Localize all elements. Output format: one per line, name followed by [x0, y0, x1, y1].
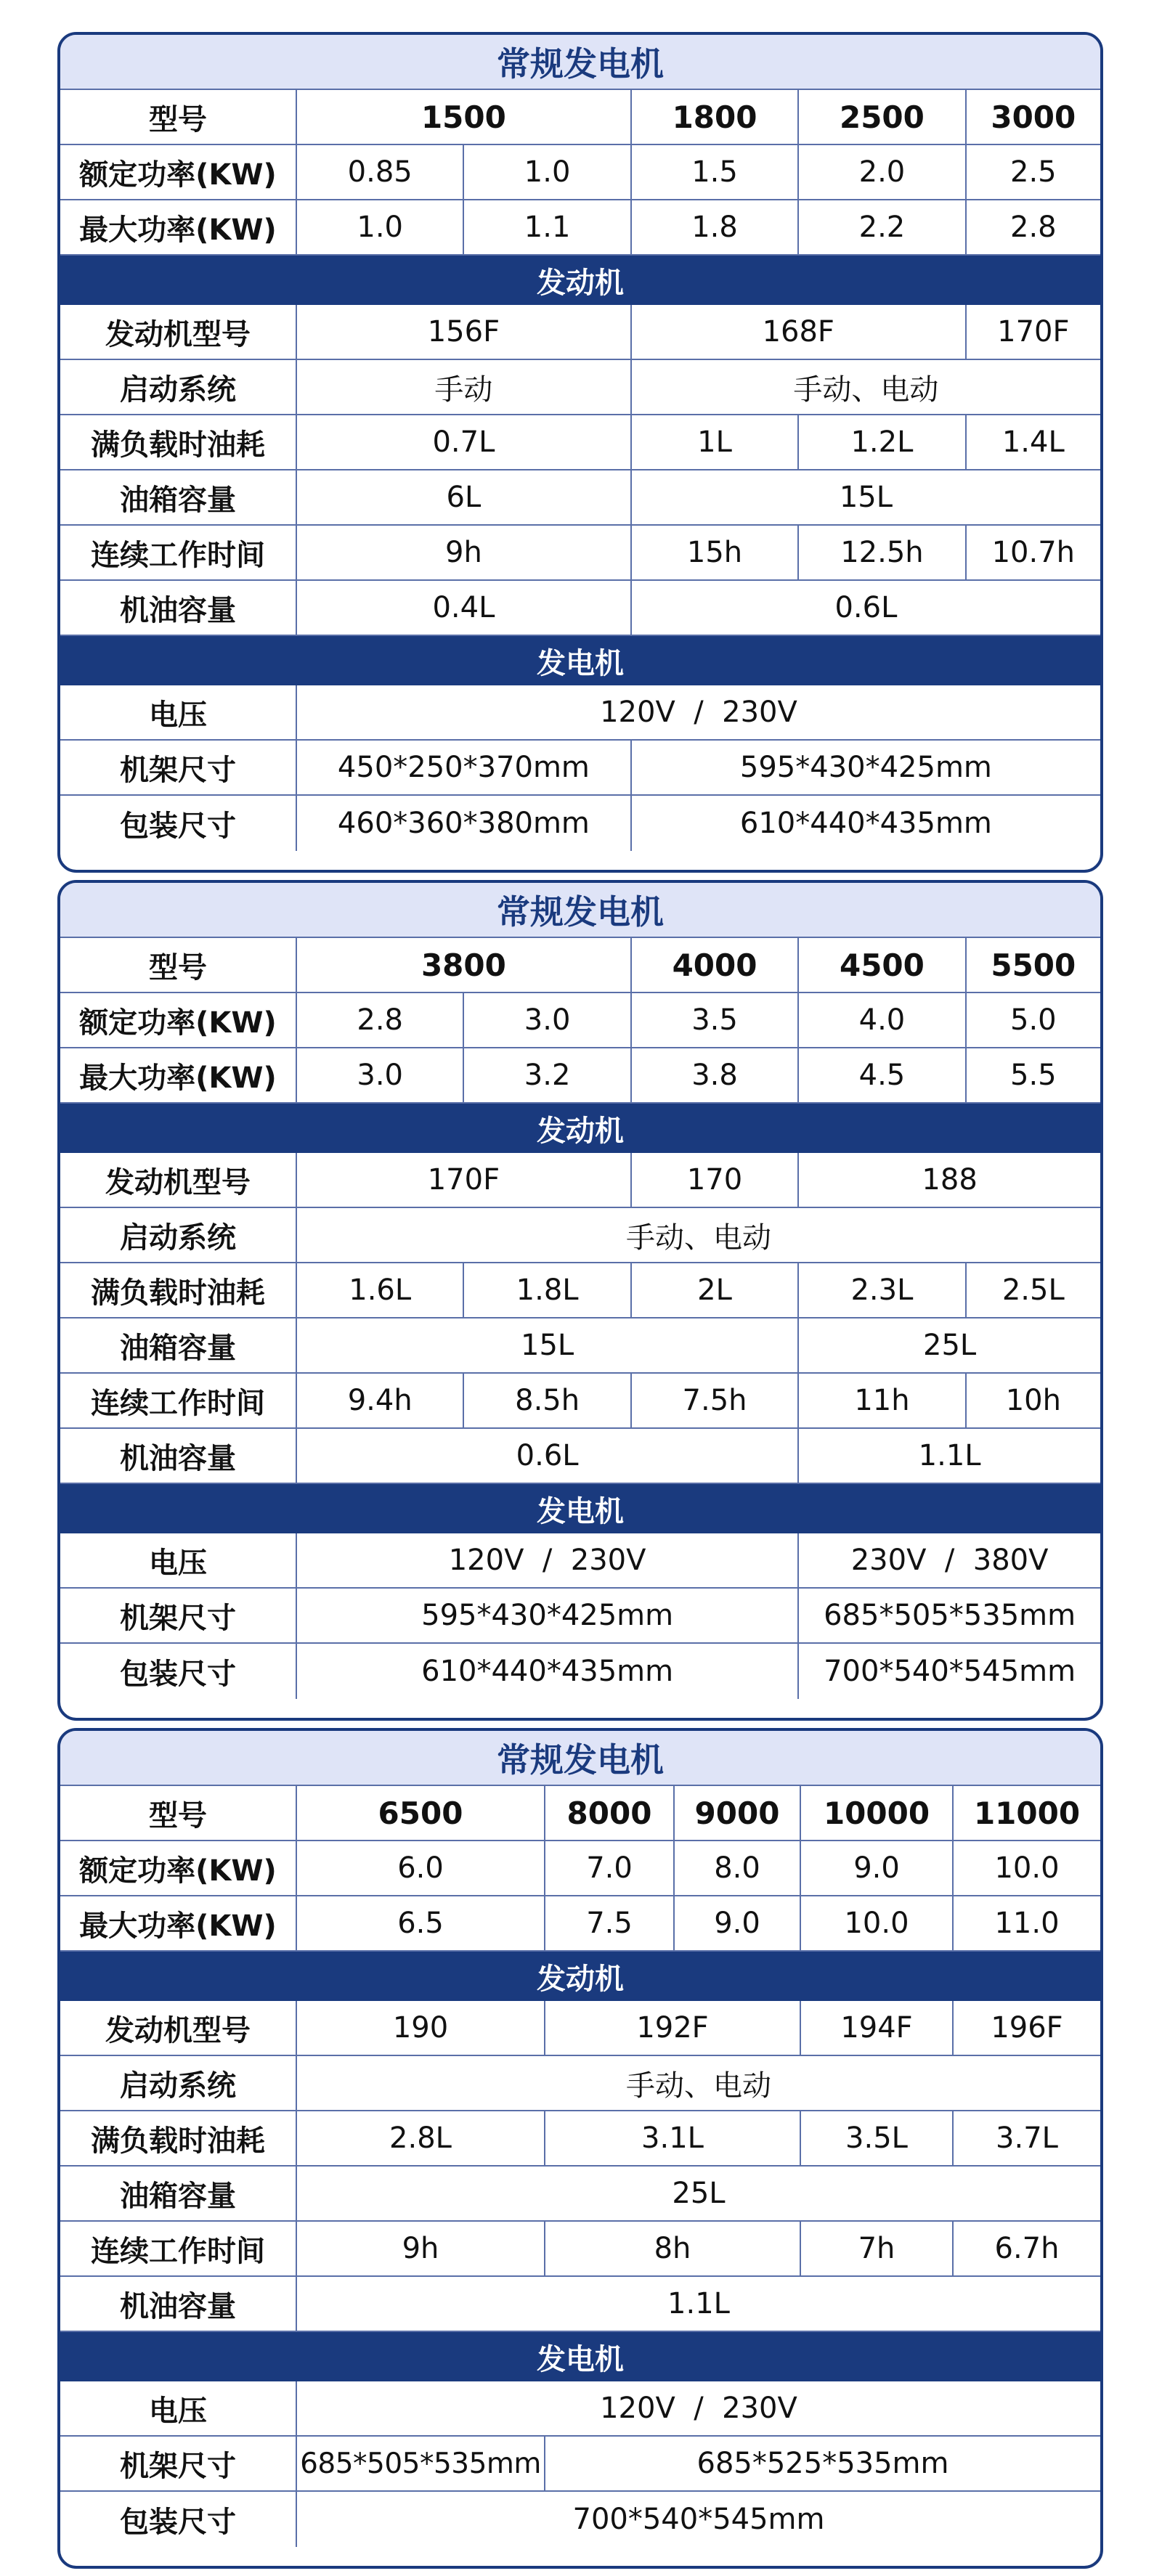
fuel-consumption-value: 2.5L: [967, 1263, 1100, 1318]
engine-model-value: 188: [799, 1153, 1100, 1208]
label-oil-capacity: 机油容量: [60, 2277, 297, 2332]
label-oil-capacity: 机油容量: [60, 1429, 297, 1484]
model-value: 6500: [297, 1786, 545, 1841]
label-engine-model: 发动机型号: [60, 305, 297, 360]
continuous-time-value: 7h: [801, 2222, 954, 2277]
label-package-size: 包装尺寸: [60, 1644, 297, 1699]
label-model: 型号: [60, 938, 297, 993]
label-frame-size: 机架尺寸: [60, 1589, 297, 1644]
label-continuous-time: 连续工作时间: [60, 2222, 297, 2277]
label-model: 型号: [60, 1786, 297, 1841]
tank-capacity-value: 15L: [632, 470, 1100, 526]
engine-model-value: 194F: [801, 2001, 954, 2056]
oil-capacity-value: 1.1L: [297, 2277, 1100, 2332]
label-start-system: 启动系统: [60, 1208, 297, 1263]
engine-model-value: 156F: [297, 305, 632, 360]
max-power-value: 9.0: [675, 1896, 801, 1952]
rated-power-value: 1.0: [464, 145, 631, 200]
model-value: 8000: [545, 1786, 675, 1841]
panel-title: 常规发电机: [60, 35, 1100, 90]
label-tank-capacity: 油箱容量: [60, 1318, 297, 1374]
frame-size-value: 685*505*535mm: [297, 2437, 545, 2492]
continuous-time-value: 15h: [632, 526, 799, 581]
frame-size-value: 685*505*535mm: [799, 1589, 1100, 1644]
fuel-consumption-value: 3.1L: [545, 2111, 801, 2167]
package-size-value: 700*540*545mm: [572, 2503, 825, 2536]
fuel-consumption-value: 2.3L: [799, 1263, 966, 1318]
engine-model-value: 170F: [967, 305, 1100, 360]
label-frame-size: 机架尺寸: [60, 2437, 297, 2492]
label-start-system: 启动系统: [60, 360, 297, 415]
label-package-size: 包装尺寸: [60, 2492, 297, 2547]
rated-power-value: 0.85: [297, 145, 464, 200]
max-power-value: 10.0: [801, 1896, 954, 1952]
max-power-value: 7.5: [545, 1896, 675, 1952]
label-continuous-time: 连续工作时间: [60, 526, 297, 581]
fuel-consumption-value: 3.5L: [801, 2111, 954, 2167]
spec-table: [60, 1786, 1100, 2547]
spec-panel-2: [57, 880, 1103, 1721]
voltage-value: 230V / 380V: [799, 1533, 1100, 1589]
start-system-value: 手动、电动: [297, 2056, 1100, 2111]
start-system-value: 手动、电动: [297, 1208, 1100, 1263]
label-fuel-consumption: 满负载时油耗: [60, 2111, 297, 2167]
label-rated-power: 额定功率(KW): [60, 1841, 297, 1896]
max-power-value: 2.2: [799, 200, 966, 256]
label-tank-capacity: 油箱容量: [60, 2167, 297, 2222]
section-generator-header: 发电机: [60, 636, 1100, 685]
engine-model-value: 192F: [545, 2001, 801, 2056]
model-value: 9000: [675, 1786, 801, 1841]
label-frame-size: 机架尺寸: [60, 741, 297, 796]
frame-size-value: 595*430*425mm: [632, 741, 1100, 796]
max-power-value: 1.8: [632, 200, 799, 256]
spec-panel-3: [57, 1728, 1103, 2569]
fuel-consumption-value: 2.8L: [297, 2111, 545, 2167]
continuous-time-value: 7.5h: [632, 1374, 799, 1429]
max-power-value: 4.5: [799, 1048, 966, 1104]
rated-power-value: 4.0: [799, 993, 966, 1048]
max-power-value: 5.5: [967, 1048, 1100, 1104]
spec-table: [60, 938, 1100, 1699]
panel-title: 常规发电机: [60, 883, 1100, 938]
model-value: 3000: [967, 90, 1100, 145]
fuel-consumption-value: 1.6L: [297, 1263, 464, 1318]
label-max-power: 最大功率(KW): [60, 1896, 297, 1952]
section-engine-header: 发动机: [60, 256, 1100, 305]
rated-power-value: 7.0: [545, 1841, 675, 1896]
model-value: 1800: [632, 90, 799, 145]
label-voltage: 电压: [60, 685, 297, 741]
label-fuel-consumption: 满负载时油耗: [60, 415, 297, 470]
rated-power-value: 6.0: [297, 1841, 545, 1896]
max-power-value: 11.0: [954, 1896, 1100, 1952]
max-power-value: 6.5: [297, 1896, 545, 1952]
label-max-power: 最大功率(KW): [60, 1048, 297, 1104]
label-engine-model: 发动机型号: [60, 1153, 297, 1208]
start-system-value: 手动、电动: [632, 360, 1100, 415]
rated-power-value: 9.0: [801, 1841, 954, 1896]
model-value: 1500: [297, 90, 632, 145]
rated-power-value: 2.5: [967, 145, 1100, 200]
rated-power-value: 1.5: [632, 145, 799, 200]
spec-panel-1: [57, 32, 1103, 873]
rated-power-value: 2.8: [297, 993, 464, 1048]
continuous-time-value: 11h: [799, 1374, 966, 1429]
package-size-value: 610*440*435mm: [297, 1644, 799, 1699]
label-engine-model: 发动机型号: [60, 2001, 297, 2056]
rated-power-value: 8.0: [675, 1841, 801, 1896]
fuel-consumption-value: 1.8L: [464, 1263, 631, 1318]
oil-capacity-value: 0.6L: [632, 581, 1100, 636]
package-size-value: 610*440*435mm: [739, 807, 992, 840]
label-start-system: 启动系统: [60, 2056, 297, 2111]
engine-model-value: 196F: [954, 2001, 1100, 2056]
continuous-time-value: 10.7h: [967, 526, 1100, 581]
package-size-value: 460*360*380mm: [297, 796, 632, 851]
fuel-consumption-value: 1.2L: [799, 415, 966, 470]
fuel-consumption-value: 2L: [632, 1263, 799, 1318]
engine-model-value: 168F: [632, 305, 967, 360]
engine-model-value: 170F: [297, 1153, 632, 1208]
oil-capacity-value: 0.4L: [297, 581, 632, 636]
model-value: 4500: [799, 938, 966, 993]
panel-title: 常规发电机: [60, 1731, 1100, 1786]
model-value: 2500: [799, 90, 966, 145]
model-value: 5500: [967, 938, 1100, 993]
oil-capacity-value: 1.1L: [799, 1429, 1100, 1484]
rated-power-value: 10.0: [954, 1841, 1100, 1896]
continuous-time-value: 6.7h: [954, 2222, 1100, 2277]
label-max-power: 最大功率(KW): [60, 200, 297, 256]
model-value: 3800: [297, 938, 632, 993]
max-power-value: 2.8: [967, 200, 1100, 256]
label-voltage: 电压: [60, 1533, 297, 1589]
model-value: 10000: [801, 1786, 954, 1841]
label-tank-capacity: 油箱容量: [60, 470, 297, 526]
label-voltage: 电压: [60, 2381, 297, 2437]
package-size-value: 700*540*545mm: [824, 1655, 1076, 1688]
label-continuous-time: 连续工作时间: [60, 1374, 297, 1429]
tank-capacity-value: 15L: [297, 1318, 799, 1374]
fuel-consumption-value: 0.7L: [297, 415, 632, 470]
rated-power-value: 5.0: [967, 993, 1100, 1048]
voltage-value: 120V / 230V: [297, 1533, 799, 1589]
tank-capacity-value: 25L: [799, 1318, 1100, 1374]
voltage-value: 120V / 230V: [297, 2381, 1100, 2437]
tank-capacity-value: 6L: [297, 470, 632, 526]
continuous-time-value: 12.5h: [799, 526, 966, 581]
fuel-consumption-value: 1L: [632, 415, 799, 470]
section-generator-header: 发电机: [60, 1484, 1100, 1533]
engine-model-value: 190: [297, 2001, 545, 2056]
oil-capacity-value: 0.6L: [297, 1429, 799, 1484]
section-engine-header: 发动机: [60, 1952, 1100, 2001]
frame-size-value: 685*525*535mm: [545, 2437, 1100, 2492]
rated-power-value: 3.5: [632, 993, 799, 1048]
continuous-time-value: 8h: [545, 2222, 801, 2277]
spec-table: [60, 90, 1100, 851]
fuel-consumption-value: 3.7L: [954, 2111, 1100, 2167]
rated-power-value: 2.0: [799, 145, 966, 200]
continuous-time-value: 9h: [297, 526, 632, 581]
frame-size-value: 595*430*425mm: [297, 1589, 799, 1644]
section-generator-header: 发电机: [60, 2332, 1100, 2381]
label-model: 型号: [60, 90, 297, 145]
label-oil-capacity: 机油容量: [60, 581, 297, 636]
model-value: 11000: [954, 1786, 1100, 1841]
continuous-time-value: 8.5h: [464, 1374, 631, 1429]
max-power-value: 1.0: [297, 200, 464, 256]
max-power-value: 3.8: [632, 1048, 799, 1104]
label-rated-power: 额定功率(KW): [60, 993, 297, 1048]
continuous-time-value: 9h: [297, 2222, 545, 2277]
engine-model-value: 170: [632, 1153, 799, 1208]
label-fuel-consumption: 满负载时油耗: [60, 1263, 297, 1318]
max-power-value: 3.0: [297, 1048, 464, 1104]
section-engine-header: 发动机: [60, 1104, 1100, 1153]
label-package-size: 包装尺寸: [60, 796, 297, 851]
fuel-consumption-value: 1.4L: [967, 415, 1100, 470]
rated-power-value: 3.0: [464, 993, 631, 1048]
continuous-time-value: 10h: [967, 1374, 1100, 1429]
model-value: 4000: [632, 938, 799, 993]
continuous-time-value: 9.4h: [297, 1374, 464, 1429]
start-system-value: 手动: [297, 360, 632, 415]
voltage-value: 120V / 230V: [297, 685, 1100, 741]
tank-capacity-value: 25L: [297, 2167, 1100, 2222]
label-rated-power: 额定功率(KW): [60, 145, 297, 200]
max-power-value: 1.1: [464, 200, 631, 256]
max-power-value: 3.2: [464, 1048, 631, 1104]
frame-size-value: 450*250*370mm: [297, 741, 632, 796]
